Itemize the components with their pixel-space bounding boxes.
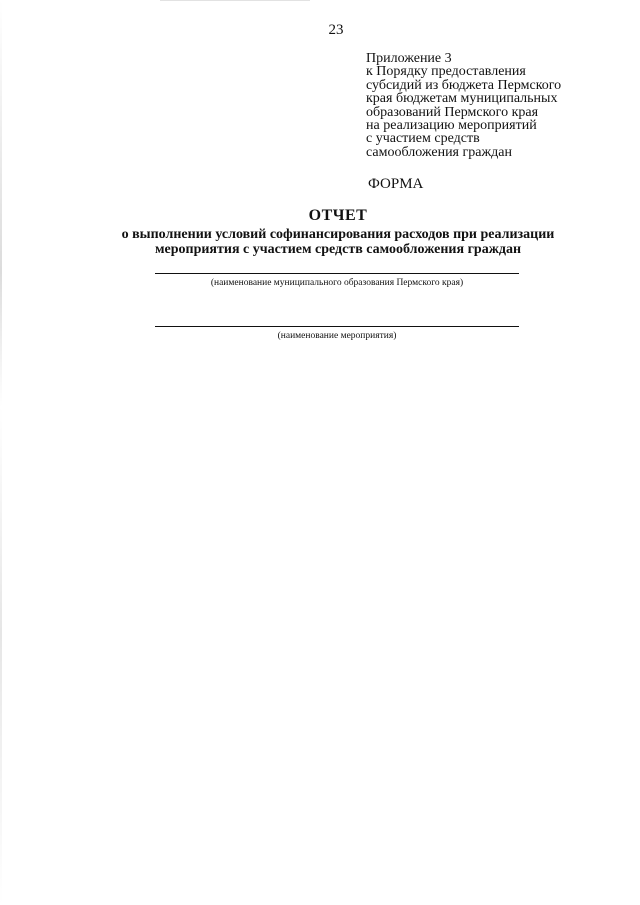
- appendix-line: на реализацию мероприятий: [366, 118, 537, 134]
- form-label: ФОРМА: [368, 176, 424, 192]
- event-caption: (наименование мероприятия): [277, 331, 397, 341]
- scan-top-artifact: [160, 0, 310, 1]
- appendix-line: самообложения граждан: [366, 144, 512, 160]
- report-subtitle: [0, 227, 640, 257]
- report-subtitle-line: о выполнении условий софинансирования расходов при реализации: [121, 227, 555, 242]
- appendix-line: Приложение 3: [366, 51, 452, 66]
- event-fill-line[interactable]: [155, 326, 519, 327]
- scan-edge: [0, 0, 2, 905]
- appendix-line: субсидий из бюджета Пермского: [366, 77, 562, 93]
- page-number: 23: [328, 22, 344, 38]
- municipality-fill-line[interactable]: [155, 273, 519, 274]
- appendix-block: [366, 52, 606, 159]
- municipality-caption: (наименование муниципального образования Пермского края): [210, 278, 464, 288]
- report-title: ОТЧЕТ: [308, 207, 368, 224]
- appendix-line: с участием средств: [366, 131, 480, 147]
- report-subtitle-line: мероприятия с участием средств самообложения граждан: [154, 242, 522, 257]
- appendix-line: к Порядку предоставления: [366, 64, 526, 80]
- appendix-line: образований Пермского края: [366, 104, 539, 120]
- appendix-line: края бюджетам муниципальных: [366, 91, 558, 107]
